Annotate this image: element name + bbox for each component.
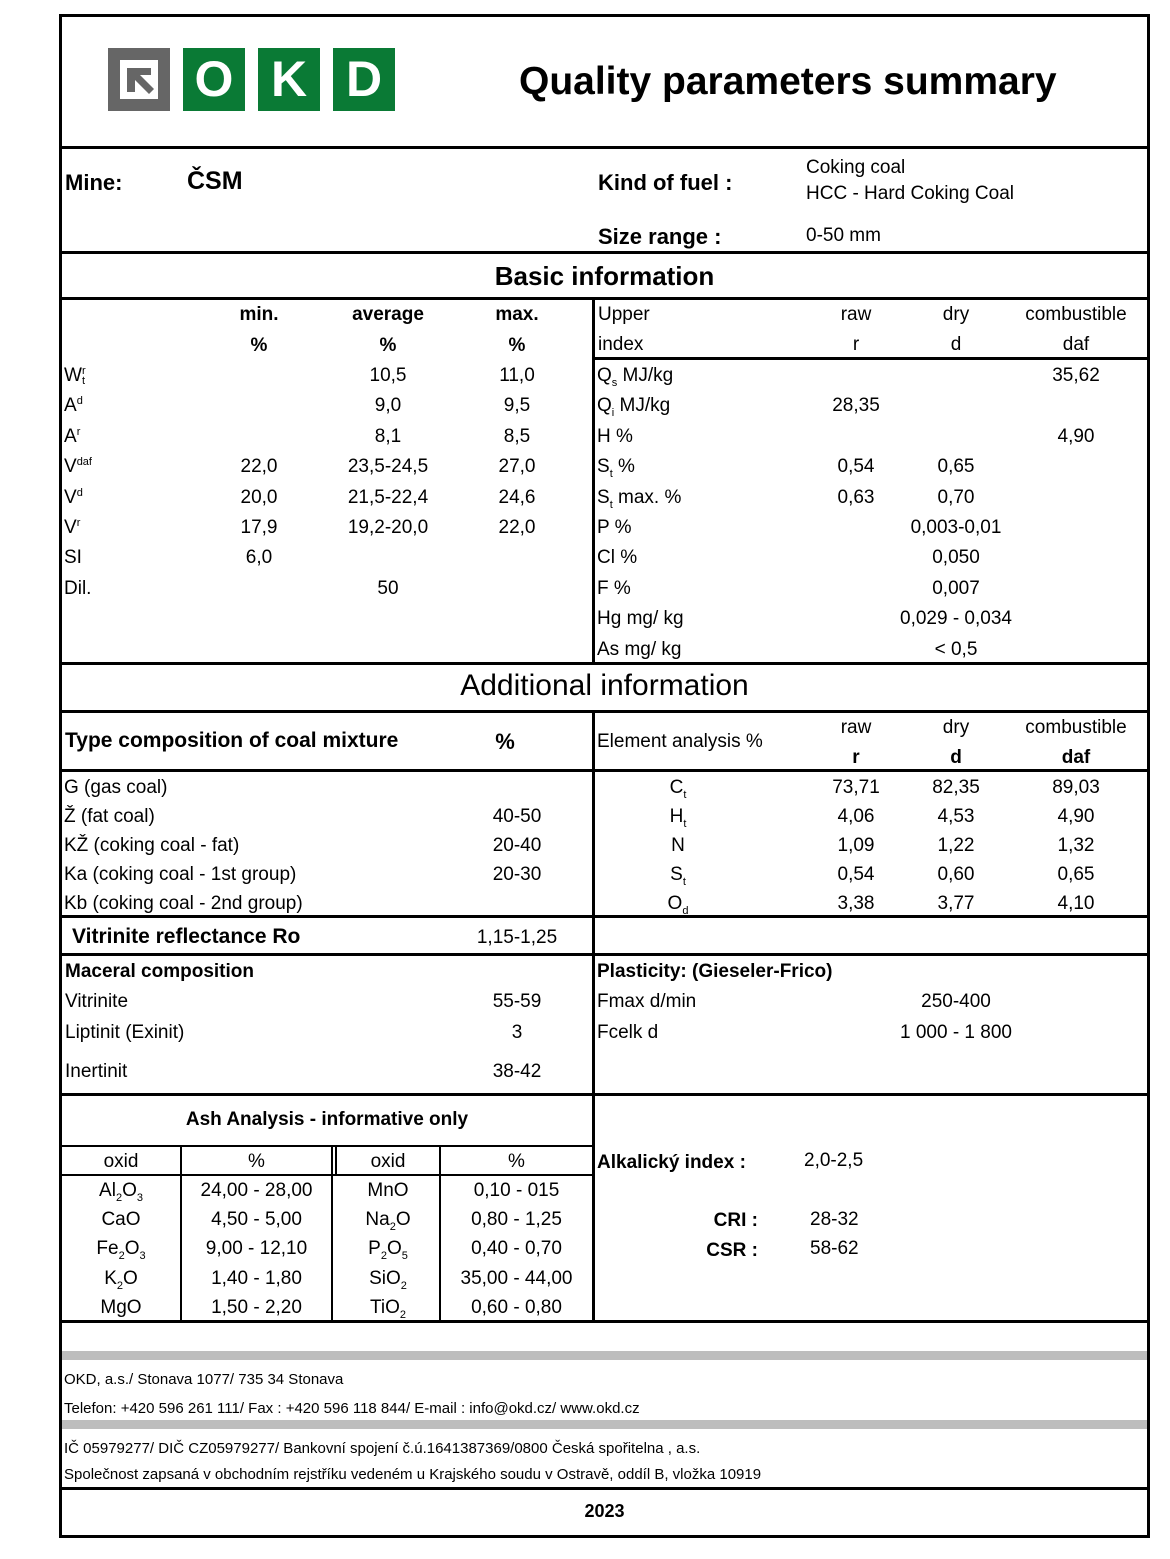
param-max: 27,0 <box>498 456 536 477</box>
maceral-vitrinite: Vitrinite <box>65 991 129 1012</box>
element-raw: 73,71 <box>832 777 880 798</box>
index-dry: 0,70 <box>937 487 975 508</box>
logo-arrow-box <box>108 48 170 111</box>
param-max: 22,0 <box>498 517 536 538</box>
maceral-inertinit: Inertinit <box>65 1061 128 1082</box>
elem-col-raw: raw <box>840 717 872 738</box>
index-raw: 0,63 <box>837 487 875 508</box>
param-max: 11,0 <box>499 365 535 386</box>
plasticity-fcelk: Fcelk d <box>597 1022 659 1043</box>
elem-col-r: r <box>852 747 860 768</box>
ash-col-pct-2: % <box>508 1151 525 1172</box>
index-dry: 0,007 <box>932 578 980 599</box>
param-name: A r <box>64 425 81 447</box>
divider <box>59 1093 1150 1096</box>
param-average: 8,1 <box>374 426 402 447</box>
vitrinite-reflectance-label: Vitrinite reflectance Ro <box>72 925 301 948</box>
coal-type-name: KŽ (coking coal - fat) <box>64 835 240 856</box>
ash-oxide-2: $P_2O_5$ <box>368 1238 408 1262</box>
param-max: 24,6 <box>498 487 536 508</box>
ash-col-pct-1: % <box>248 1151 265 1172</box>
size-label: Size range : <box>598 224 722 249</box>
element-dry: 82,35 <box>932 777 980 798</box>
index-daf: 35,62 <box>1052 365 1100 386</box>
divider <box>59 953 1150 956</box>
frame-bottom <box>59 1535 1150 1538</box>
ash-value-1: 1,50 - 2,20 <box>211 1297 302 1318</box>
col-max-unit: % <box>508 335 526 356</box>
param-name: W r t <box>64 364 86 387</box>
coal-type-name: Ka (coking coal - 1st group) <box>64 864 297 885</box>
mine-label: Mine: <box>65 170 123 195</box>
plasticity-fcelk-value: 1 000 - 1 800 <box>900 1022 1012 1043</box>
divider <box>59 1174 594 1176</box>
ash-col-oxid-2: oxid <box>370 1151 406 1172</box>
element-raw: 1,09 <box>837 835 875 856</box>
index-name: P % <box>597 517 632 538</box>
ash-oxide-2: SiO$_2$ <box>369 1268 407 1292</box>
footer-address: OKD, a.s./ Stonava 1077/ 735 34 Stonava <box>64 1371 344 1388</box>
plasticity-title: Plasticity: (Gieseler-Frico) <box>597 961 833 982</box>
col-min-unit: % <box>250 335 268 356</box>
plasticity-fmax: Fmax d/min <box>597 991 697 1012</box>
element-dry: 4,53 <box>937 806 975 827</box>
csr-value: 58-62 <box>810 1238 859 1259</box>
element-dry: 3,77 <box>937 893 975 914</box>
ash-value-2: 35,00 - 44,00 <box>460 1268 573 1289</box>
index-dry: 0,050 <box>932 547 980 568</box>
element-name: $C_t$ <box>669 777 687 801</box>
element-raw: 4,06 <box>837 806 875 827</box>
divider <box>59 915 1150 918</box>
ash-value-2: 0,60 - 0,80 <box>471 1297 562 1318</box>
element-analysis-title: Element analysis % <box>597 731 763 752</box>
frame-right <box>1147 14 1150 1538</box>
footer-band <box>62 1351 1147 1360</box>
divider <box>59 662 1150 665</box>
col-index: index <box>598 334 644 355</box>
index-name: H % <box>597 426 633 447</box>
param-min: 22,0 <box>240 456 278 477</box>
col-upper: Upper <box>598 304 650 325</box>
element-daf: 1,32 <box>1057 835 1095 856</box>
param-average: 50 <box>377 578 399 599</box>
fuel-value-2: HCC - Hard Coking Coal <box>806 183 1015 204</box>
index-name: As mg/ kg <box>597 639 682 660</box>
col-average-unit: % <box>379 335 397 356</box>
element-raw: 3,38 <box>837 893 875 914</box>
ash-value-2: 0,80 - 1,25 <box>471 1209 562 1230</box>
param-max: 9,5 <box>503 395 531 416</box>
basic-info-title: Basic information <box>494 261 715 291</box>
index-dry: 0,65 <box>937 456 975 477</box>
ash-oxide-2: MnO <box>367 1180 409 1201</box>
ash-oxide-1: $K_2O$ <box>104 1268 138 1292</box>
maceral-vitrinite-value: 55-59 <box>492 991 542 1012</box>
plasticity-fmax-value: 250-400 <box>921 991 991 1012</box>
mine-value: ČSM <box>187 167 243 195</box>
alkali-label: Alkalický index : <box>597 1152 746 1173</box>
param-min: 20,0 <box>240 487 278 508</box>
ash-oxide-1: CaO <box>101 1209 141 1230</box>
ash-title: Ash Analysis - informative only <box>185 1109 469 1130</box>
element-name: N <box>671 835 685 856</box>
param-name: SI <box>64 547 82 568</box>
footer-band <box>62 1420 1147 1429</box>
index-name: $Q_i$ MJ/kg <box>597 395 671 419</box>
divider <box>59 297 1150 300</box>
maceral-liptinit-value: 3 <box>511 1022 523 1043</box>
elem-col-comb: combustible <box>1025 717 1127 738</box>
ash-value-1: 1,40 - 1,80 <box>211 1268 302 1289</box>
col-dry-d: d <box>950 334 962 355</box>
vitrinite-reflectance-value: 1,15-1,25 <box>476 927 558 948</box>
divider <box>59 1320 1150 1323</box>
ash-col-oxid-1: oxid <box>103 1151 139 1172</box>
param-average: 21,5-22,4 <box>347 487 429 508</box>
type-composition-title: Type composition of coal mixture <box>65 729 399 752</box>
element-name: $H_t$ <box>669 806 687 830</box>
param-name: V d <box>64 486 83 508</box>
element-raw: 0,54 <box>837 864 875 885</box>
ash-value-1: 24,00 - 28,00 <box>200 1180 313 1201</box>
elem-col-d: d <box>950 747 962 768</box>
index-dry: 0,003-0,01 <box>910 517 1002 538</box>
param-min: 17,9 <box>240 517 278 538</box>
logo-letter-k: K <box>258 48 320 111</box>
param-min: 6,0 <box>245 547 273 568</box>
footer-register: Společnost zapsaná v obchodním rejstříku vedeném u Krajského soudu v Ostravě, oddíl B, vložka 10919 <box>64 1466 762 1483</box>
col-combustible: combustible <box>1025 304 1127 325</box>
logo-arrow-icon <box>108 48 170 111</box>
coal-type-value: 20-30 <box>492 864 542 885</box>
element-daf: 4,10 <box>1057 893 1095 914</box>
logo-letter-d: D <box>333 48 395 111</box>
col-daf: daf <box>1062 334 1090 355</box>
param-name: V r <box>64 516 81 538</box>
param-average: 9,0 <box>374 395 402 416</box>
param-name: V daf <box>64 455 92 477</box>
size-value: 0-50 mm <box>806 225 881 246</box>
divider <box>59 1145 594 1147</box>
cri-label: CRI : <box>713 1210 758 1231</box>
col-dry: dry <box>942 304 970 325</box>
col-average: average <box>352 304 424 325</box>
index-raw: 0,54 <box>837 456 875 477</box>
ash-value-2: 0,40 - 0,70 <box>471 1238 562 1259</box>
col-raw-r: r <box>852 334 860 355</box>
maceral-liptinit: Liptinit (Exinit) <box>65 1022 185 1043</box>
col-max: max. <box>495 304 539 325</box>
divider <box>592 710 595 1322</box>
coal-type-value: 40-50 <box>492 806 542 827</box>
divider <box>59 251 1150 254</box>
element-daf: 0,65 <box>1057 864 1095 885</box>
param-name: Dil. <box>64 578 92 599</box>
element-dry: 1,22 <box>937 835 975 856</box>
index-daf: 4,90 <box>1057 426 1095 447</box>
param-average: 10,5 <box>369 365 407 386</box>
element-dry: 0,60 <box>937 864 975 885</box>
element-daf: 4,90 <box>1057 806 1095 827</box>
fuel-label: Kind of fuel : <box>598 170 733 195</box>
ash-oxide-2: $Na_2O$ <box>365 1209 411 1233</box>
coal-type-name: Ž (fat coal) <box>64 806 155 827</box>
coal-type-name: Kb (coking coal - 2nd group) <box>64 893 303 914</box>
element-name: $O_d$ <box>667 893 689 917</box>
param-name: A d <box>64 394 83 416</box>
param-average: 23,5-24,5 <box>347 456 429 477</box>
maceral-inertinit-value: 38-42 <box>492 1061 542 1082</box>
divider <box>331 1145 333 1322</box>
elem-col-dry: dry <box>942 717 970 738</box>
cri-value: 28-32 <box>810 1209 859 1230</box>
divider <box>592 297 595 665</box>
ash-value-1: 9,00 - 12,10 <box>205 1238 308 1259</box>
ash-value-2: 0,10 - 015 <box>473 1180 560 1201</box>
index-name: $S_t$ max. % <box>597 487 682 511</box>
ash-oxide-1: MgO <box>100 1297 142 1318</box>
col-min: min. <box>239 304 279 325</box>
csr-label: CSR : <box>706 1240 758 1261</box>
footer-contact: Telefon: +420 596 261 111/ Fax : +420 596 118 844/ E-mail : info@okd.cz/ www.okd.cz <box>64 1400 640 1417</box>
maceral-title: Maceral composition <box>65 961 254 982</box>
index-name: $Q_s$ MJ/kg <box>597 365 674 389</box>
coal-type-name: G (gas coal) <box>64 777 168 798</box>
footer-year: 2023 <box>584 1501 625 1521</box>
ash-oxide-2: TiO$_2$ <box>369 1297 407 1321</box>
index-dry: 0,029 - 0,034 <box>900 608 1012 629</box>
divider <box>594 357 1150 360</box>
index-name: Hg mg/ kg <box>597 608 684 629</box>
param-max: 8,5 <box>503 426 531 447</box>
frame-top <box>59 14 1150 17</box>
index-raw: 28,35 <box>832 395 880 416</box>
alkali-value: 2,0-2,5 <box>804 1150 864 1171</box>
index-name: Cl % <box>597 547 638 568</box>
logo-letter-o: O <box>183 48 245 111</box>
additional-info-title: Additional information <box>460 669 749 702</box>
divider <box>59 710 1150 713</box>
element-name: $S_t$ <box>670 864 686 888</box>
footer-bank: IČ 05979277/ DIČ CZ05979277/ Bankovní spojení č.ú.1641387369/0800 Česká spořitelna , a.s. <box>64 1440 701 1457</box>
index-dry: < 0,5 <box>934 639 978 660</box>
fuel-value-1: Coking coal <box>806 157 906 178</box>
ash-oxide-1: $Al_2O_3$ <box>99 1180 143 1204</box>
ash-oxide-1: $Fe_2O_3$ <box>96 1238 146 1262</box>
index-name: F % <box>597 578 631 599</box>
element-daf: 89,03 <box>1052 777 1100 798</box>
divider <box>59 146 1150 149</box>
divider <box>59 769 1150 772</box>
col-raw: raw <box>840 304 872 325</box>
coal-type-value: 20-40 <box>492 835 542 856</box>
elem-col-daf: daf <box>1061 747 1091 768</box>
page-title: Quality parameters summary <box>519 60 1057 103</box>
param-average: 19,2-20,0 <box>347 517 429 538</box>
type-composition-unit: % <box>495 729 515 754</box>
index-name: $S_t$ % <box>597 456 635 480</box>
divider <box>59 1487 1150 1490</box>
ash-value-1: 4,50 - 5,00 <box>211 1209 302 1230</box>
